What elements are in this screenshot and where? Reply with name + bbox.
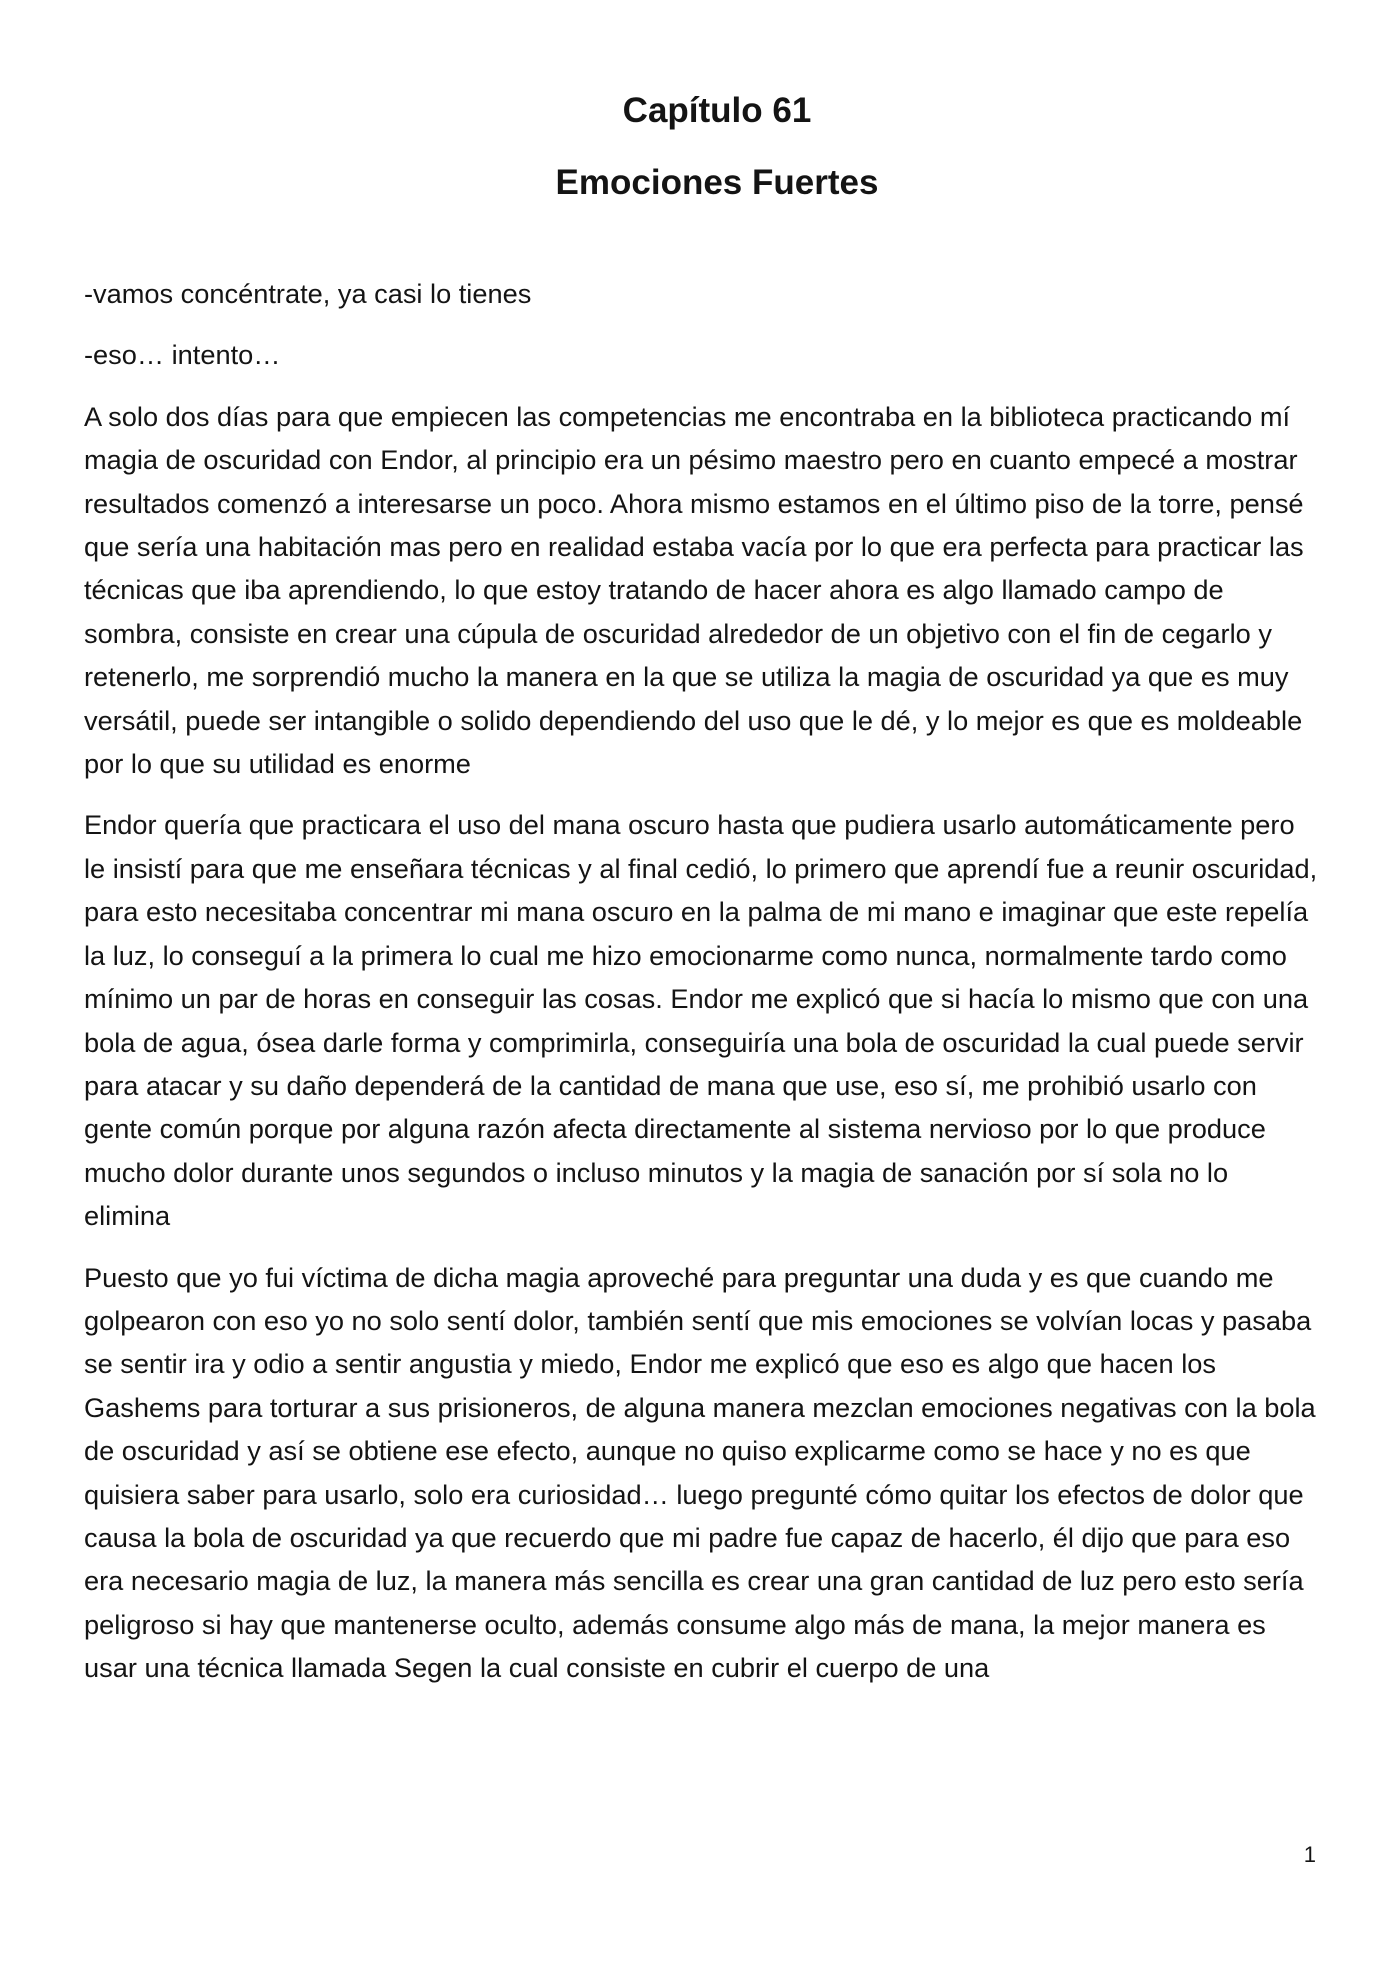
paragraph-1: A solo dos días para que empiecen las competencias me encontraba en la biblioteca practicando mí magia de oscuridad con Endor, al principio era un pésimo maestro pero en cuanto empecé a mostrar resultados comenzó a interesarse un poco. Ahora mismo estamos en el último piso de la torre, pensé que sería una habitación mas pero en realidad estaba vacía por lo que era perfecta para practicar las técnicas que iba aprendiendo, lo que estoy tratando de hacer ahora es algo llamado campo de sombra, consiste en crear una cúpula de oscuridad alrededor de un objetivo con el fin de cegarlo y retenerlo, me sorprendió mucho la manera en la que se utiliza la magia de oscuridad ya que es muy versátil, puede ser intangible o solido dependiendo del uso que le dé, y lo mejor es que es moldeable por lo que su utilidad es enorme [84,400,1304,780]
paragraph-dialogue-1: -vamos concéntrate, ya casi lo tienes [84,278,532,309]
page-number: 1 [1303,1842,1316,1867]
chapter-title: Emociones Fuertes [555,163,879,202]
chapter-number: Capítulo 61 [622,91,812,130]
paragraph-3: Puesto que yo fui víctima de dicha magia aproveché para preguntar una duda y es que cuando me golpearon con eso yo no solo sentí dolor, también sentí que mis emociones se volvían locas y pasaba se sentir ira y odio a sentir angustia y miedo, Endor me explicó que eso es algo que hacen los Gashems para torturar a sus prisioneros, de alguna manera mezclan emociones negativas con la bola de oscuridad y así se obtiene ese efecto, aunque no quiso explicarme como se hace y no es que quisiera saber para usarlo, solo era curiosidad… luego pregunté cómo quitar los efectos de dolor que causa la bola de oscuridad ya que recuerdo que mi padre fue capaz de hacerlo, él dijo que para eso era necesario magia de luz, la manera más sencilla es crear una gran cantidad de luz pero esto sería peligroso si hay que mantenerse oculto, además consume algo más de mana, la mejor manera es usar una técnica llamada Segen la cual consiste en cubrir el cuerpo de una [84,1261,1316,1684]
paragraph-dialogue-2: -eso… intento… [84,339,281,371]
document-page [84,86,1318,1708]
paragraph-2: Endor quería que practicara el uso del mana oscuro hasta que pudiera usarlo automáticamente pero le insistí para que me enseñara técnicas y al final cedió, lo primero que aprendí fue a reunir oscuridad, para esto necesitaba concentrar mi mana oscuro en la palma de mi mano e imaginar que este repelía la luz, lo conseguí a la primera lo cual me hizo emocionarme como nunca, normalmente tardo como mínimo un par de horas en conseguir las cosas. Endor me explicó que si hacía lo mismo que con una bola de agua, ósea darle forma y comprimirla, conseguiría una bola de oscuridad la cual puede servir para atacar y su daño dependerá de la cantidad de mana que use, eso sí, me prohibió usarlo con gente común porque por alguna razón afecta directamente al sistema nervioso por lo que produce mucho dolor durante unos segundos o incluso minutos y la magia de sanación por sí sola no lo elimina [84,809,1318,1232]
